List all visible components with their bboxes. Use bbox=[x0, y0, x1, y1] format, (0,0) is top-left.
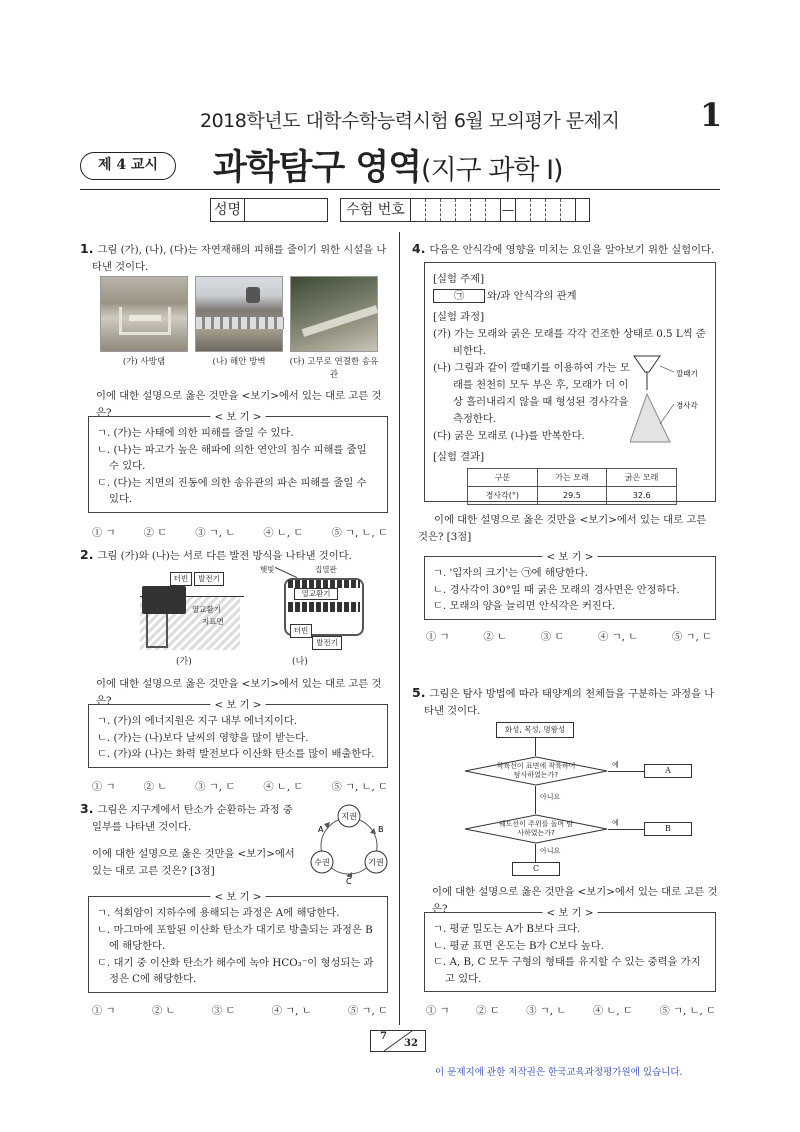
photo-seawall bbox=[195, 276, 283, 352]
q2-choice-3[interactable]: ③ ㄱ, ㄷ bbox=[195, 781, 236, 793]
atmosphere-label: 기권 bbox=[368, 858, 384, 867]
q2-item-1: ㄱ. (가)의 에너지원은 지구 내부 에너지이다. bbox=[97, 715, 298, 727]
q1-item-3: ㄷ. (다)는 지면의 진동에 의한 송유관의 파손 피해를 줄일 수 있다. bbox=[97, 476, 367, 505]
q1-choice-4[interactable]: ④ ㄴ, ㄷ bbox=[263, 527, 304, 539]
q5-choice-5[interactable]: ⑤ ㄱ, ㄴ, ㄷ bbox=[659, 1005, 716, 1017]
funnel-label: 깔때기 bbox=[676, 369, 698, 378]
question-1 bbox=[80, 240, 390, 276]
q3-carbon-cycle-diagram bbox=[302, 800, 396, 886]
q3-choice-2[interactable]: ② ㄴ bbox=[151, 1005, 176, 1017]
caption-b: (나) 해안 방벽 bbox=[212, 357, 266, 367]
q2-choice-1[interactable]: ① ㄱ bbox=[92, 781, 116, 793]
geosphere-label: 지권 bbox=[341, 812, 357, 821]
q5-item-1: ㄱ. 평균 밀도는 A가 B보다 크다. bbox=[433, 923, 581, 935]
table-header: 굵은 모래 bbox=[607, 469, 677, 487]
q3-bogi-title: < 보 기 > bbox=[211, 889, 266, 906]
turbine-label: 터빈 bbox=[170, 572, 192, 586]
flow-line bbox=[535, 738, 536, 756]
q2-choice-2[interactable]: ② ㄴ bbox=[143, 781, 168, 793]
flow-line bbox=[535, 844, 536, 862]
flow-result-c: C bbox=[512, 862, 560, 876]
q3-bogi-box bbox=[88, 891, 388, 993]
flow-start-box: 화성, 목성, 명왕성 bbox=[496, 722, 574, 738]
copyright-notice: 이 문제지에 관한 저작권은 한국교육과정평가원에 있습니다. bbox=[435, 1067, 683, 1078]
q1-choice-5[interactable]: ⑤ ㄱ, ㄴ, ㄷ bbox=[331, 527, 388, 539]
q4-bogi-title: < 보 기 > bbox=[543, 549, 598, 566]
surface-label: 지표면 bbox=[202, 617, 224, 626]
q2-text: 그림 (가)와 (나)는 서로 다른 발전 방식을 나타낸 것이다. bbox=[97, 550, 352, 562]
q2-choice-5[interactable]: ⑤ ㄱ, ㄴ, ㄷ bbox=[331, 781, 388, 793]
q5-choice-2[interactable]: ② ㄷ bbox=[476, 1005, 500, 1017]
slope-label: 경사각 bbox=[676, 401, 698, 410]
q3-choice-3[interactable]: ③ ㄷ bbox=[211, 1005, 236, 1017]
turbine2-label: 터빈 bbox=[290, 624, 312, 638]
q2-diagram-geothermal bbox=[140, 566, 248, 650]
flow-question-1: 착륙선이 표면에 착륙하여 탐사하였는가? bbox=[496, 762, 576, 779]
subject-main: 과학탐구 영역 bbox=[213, 148, 422, 188]
sun-ray bbox=[275, 567, 297, 578]
q3-number: 3. bbox=[80, 801, 94, 816]
q4-result-label: [실험 결과] bbox=[433, 451, 485, 463]
name-field[interactable] bbox=[210, 198, 328, 222]
name-label: 성명 bbox=[211, 199, 245, 221]
q5-choice-3[interactable]: ③ ㄱ, ㄴ bbox=[526, 1005, 567, 1017]
q3-choice-4[interactable]: ④ ㄱ, ㄴ bbox=[271, 1005, 312, 1017]
funnel-icon bbox=[634, 356, 660, 372]
exam-digit[interactable] bbox=[516, 199, 531, 221]
q2-item-2: ㄴ. (가)는 (나)보다 날씨의 영향을 많이 받는다. bbox=[97, 731, 309, 744]
q3-answers bbox=[92, 1002, 388, 1017]
question-5 bbox=[412, 684, 722, 720]
power-plant-icon bbox=[142, 586, 186, 614]
flow-line bbox=[535, 786, 536, 814]
period-badge: 제 4 교시 bbox=[80, 152, 176, 180]
q1-choice-1[interactable]: ① ㄱ bbox=[92, 527, 116, 539]
page-total: 32 bbox=[404, 1038, 418, 1049]
q4-funnel-diagram bbox=[630, 354, 710, 444]
q4-item-1: ㄱ. '입자의 크기'는 ㉠에 해당한다. bbox=[433, 567, 588, 579]
exam-digit[interactable] bbox=[456, 199, 471, 221]
q1-text: 그림 (가), (나), (다)는 자연재해의 피해를 줄이기 위한 시설을 나타낸 것이다. bbox=[92, 244, 387, 273]
q4-choice-2[interactable]: ② ㄴ bbox=[483, 631, 507, 643]
heat-exchanger-label: 열교환기 bbox=[294, 588, 338, 600]
q5-item-3: ㄷ. A, B, C 모두 구형의 형태를 유지할 수 있는 중력을 가지고 있다. bbox=[433, 956, 701, 985]
photo-pipeline bbox=[290, 276, 378, 352]
q4-prompt: 이에 대한 설명으로 옳은 것만을 <보기>에서 있는 대로 고른 것은? [3점] bbox=[418, 514, 707, 543]
q1-answers bbox=[92, 524, 388, 539]
flow-no-1: 아니요 bbox=[540, 793, 561, 801]
q3-choice-1[interactable]: ① ㄱ bbox=[92, 1005, 116, 1017]
funnel-leader bbox=[660, 366, 674, 372]
subject-title bbox=[213, 140, 563, 190]
flow-yes-2: 예 bbox=[612, 819, 619, 827]
table-row-label: 경사각(°) bbox=[468, 487, 538, 505]
caption-a: (가) 사방댐 bbox=[122, 357, 166, 367]
exam-digit[interactable] bbox=[426, 199, 441, 221]
flow-line bbox=[608, 829, 644, 830]
label-b: B bbox=[378, 825, 384, 834]
q4-choice-4[interactable]: ④ ㄱ, ㄴ bbox=[598, 631, 639, 643]
table-cell: 29.5 bbox=[537, 487, 607, 505]
q2-choice-4[interactable]: ④ ㄴ, ㄷ bbox=[263, 781, 304, 793]
q4-step-2: (나) 그림과 같이 깔때기를 이용하여 가는 모래를 천천히 모두 부은 후, 모래가 더 이상 흘러내리지 않을 때 형성된 경사각을 측정한다. bbox=[433, 362, 630, 425]
q1-choice-2[interactable]: ② ㄷ bbox=[143, 527, 168, 539]
flow-result-b: B bbox=[644, 822, 692, 836]
q2-answers bbox=[92, 778, 388, 793]
table-header: 구분 bbox=[468, 469, 538, 487]
exam-title: 2018학년도 대학수학능력시험 6월 모의평가 문제지 bbox=[200, 110, 620, 132]
exam-digit[interactable] bbox=[411, 199, 426, 221]
header-rule bbox=[80, 189, 720, 190]
q3-text: 그림은 지구계에서 탄소가 순환하는 과정 중 일부를 나타낸 것이다. bbox=[92, 804, 293, 833]
q1-choice-3[interactable]: ③ ㄱ, ㄴ bbox=[195, 527, 236, 539]
q5-bogi-box bbox=[424, 907, 716, 992]
q4-text: 다음은 안식각에 영향을 미치는 요인을 알아보기 위한 실험이다. bbox=[429, 244, 715, 256]
flow-result-a: A bbox=[644, 764, 692, 778]
q3-item-3: ㄷ. 대기 중 이산화 탄소가 해수에 녹아 HCO₃⁻이 형성되는 과정은 C에 해당한다. bbox=[97, 956, 374, 985]
q2-item-3: ㄷ. (가)와 (나)는 화력 발전보다 이산화 탄소를 많이 배출한다. bbox=[97, 748, 375, 760]
question-2 bbox=[80, 546, 390, 565]
q4-choice-1[interactable]: ① ㄱ bbox=[426, 631, 450, 643]
collector-panel bbox=[288, 580, 360, 588]
q1-bogi-box bbox=[88, 411, 388, 513]
q4-topic-line bbox=[433, 288, 707, 305]
table-cell: 32.6 bbox=[607, 487, 677, 505]
q1-number: 1. bbox=[80, 241, 94, 256]
q5-text: 그림은 탐사 방법에 따라 태양계의 천체들을 구분하는 과정을 나타낸 것이다. bbox=[424, 688, 715, 717]
q5-flowchart bbox=[460, 722, 710, 884]
q5-prompt: 이에 대한 설명으로 옳은 것만을 <보기>에서 있는 대로 고른 것은? bbox=[432, 886, 718, 915]
generator-label: 발전기 bbox=[194, 572, 224, 586]
label-a: A bbox=[318, 825, 324, 834]
q5-choice-1[interactable]: ① ㄱ bbox=[426, 1005, 450, 1017]
q4-result-table bbox=[467, 468, 677, 505]
q4-item-3: ㄷ. 모래의 양을 늘리면 안식각은 커진다. bbox=[433, 600, 616, 612]
q4-choice-3[interactable]: ③ ㄷ bbox=[540, 631, 565, 643]
flow-no-2: 아니요 bbox=[540, 847, 561, 855]
exam-dash: — bbox=[501, 199, 516, 221]
q5-answers bbox=[426, 1002, 716, 1017]
flow-question-2: 궤도선이 주위를 돌며 탐사하였는가? bbox=[498, 820, 574, 837]
storage-tank bbox=[288, 602, 360, 612]
exam-digit[interactable] bbox=[471, 199, 486, 221]
flow-line bbox=[608, 771, 644, 772]
q5-item-2: ㄴ. 평균 표면 온도는 B가 C보다 높다. bbox=[433, 939, 604, 952]
q2-prompt: 이에 대한 설명으로 옳은 것만을 <보기>에서 있는 대로 고른 것은? bbox=[96, 678, 382, 707]
q2-caption-b: (나) bbox=[292, 657, 308, 667]
page-indicator bbox=[370, 1030, 426, 1052]
exam-digit[interactable] bbox=[531, 199, 546, 221]
q2-bogi-title: < 보 기 > bbox=[211, 697, 266, 714]
exam-digit[interactable] bbox=[486, 199, 501, 221]
q4-choice-5[interactable]: ⑤ ㄱ, ㄷ bbox=[671, 631, 712, 643]
q3-item-2: ㄴ. 마그마에 포함된 이산화 탄소가 대기로 방출되는 과정은 B에 해당한다. bbox=[97, 923, 373, 952]
q5-number: 5. bbox=[412, 685, 426, 700]
exam-digit[interactable] bbox=[561, 199, 576, 221]
q4-item-2: ㄴ. 경사각이 30°일 때 굵은 모래의 경사면은 안정하다. bbox=[433, 583, 680, 596]
question-4 bbox=[412, 240, 722, 259]
ground-heat-exchanger-label: 열교환기 bbox=[192, 605, 221, 614]
slope-leader bbox=[660, 404, 674, 424]
caption-c: (다) 고무로 연결한 송유관 bbox=[289, 357, 379, 380]
q2-caption-a: (가) bbox=[176, 657, 192, 667]
q2-bogi-box bbox=[88, 699, 388, 768]
q5-bogi-title: < 보 기 > bbox=[543, 905, 598, 922]
column-divider bbox=[399, 232, 400, 1025]
q2-diagram-solar bbox=[260, 564, 380, 654]
q1-bogi-title: < 보 기 > bbox=[211, 409, 266, 426]
q4-step-3: (다) 굵은 모래로 (나)를 반복한다. bbox=[433, 430, 585, 442]
q4-step-1: (가) 가는 모래와 굵은 모래를 각각 건조한 상태로 0.5 L씩 준비한다. bbox=[433, 328, 706, 357]
question-3 bbox=[80, 800, 300, 880]
flow-yes-1: 예 bbox=[612, 761, 619, 769]
q4-process-label: [실험 과정] bbox=[433, 311, 485, 323]
q4-topic-blank: ㉠ bbox=[433, 289, 485, 303]
exam-number-field[interactable] bbox=[340, 198, 590, 222]
photo-sabang-dam bbox=[100, 276, 188, 352]
q4-bogi-box bbox=[424, 551, 716, 620]
generator2-label: 발전기 bbox=[312, 636, 342, 650]
table-header: 가는 모래 bbox=[537, 469, 607, 487]
q1-item-1: ㄱ. (가)는 사태에 의한 피해를 줄일 수 있다. bbox=[97, 427, 294, 439]
subject-sub: (지구 과학 Ⅰ) bbox=[421, 155, 563, 186]
q3-choice-5[interactable]: ⑤ ㄱ, ㄷ bbox=[347, 1005, 388, 1017]
q4-topic-label: [실험 주제] bbox=[433, 273, 485, 285]
q5-choice-4[interactable]: ④ ㄴ, ㄷ bbox=[592, 1005, 633, 1017]
q3-item-1: ㄱ. 석회암이 지하수에 용해되는 과정은 A에 해당한다. bbox=[97, 907, 340, 919]
exam-digit[interactable] bbox=[546, 199, 561, 221]
q3-prompt: 이에 대한 설명으로 옳은 것만을 <보기>에서 있는 대로 고른 것은? [3점] bbox=[92, 848, 295, 877]
q1-prompt: 이에 대한 설명으로 옳은 것만을 <보기>에서 있는 대로 고른 것은? bbox=[96, 390, 382, 419]
q1-item-2: ㄴ. (나)는 파고가 높은 해파에 의한 연안의 침수 피해를 줄일 수 있다. bbox=[97, 443, 367, 472]
page-current: 7 bbox=[380, 1031, 387, 1042]
page-number: 1 bbox=[700, 96, 723, 134]
q4-number: 4. bbox=[412, 241, 426, 256]
label-c: C bbox=[346, 877, 352, 886]
sunlight-label: 햇빛 bbox=[260, 565, 275, 574]
collector-label: 집열판 bbox=[315, 565, 337, 574]
hydrosphere-label: 수권 bbox=[314, 858, 330, 867]
exam-digit[interactable] bbox=[441, 199, 456, 221]
q4-topic-rest: 와/과 안식각의 관계 bbox=[487, 290, 577, 302]
q2-number: 2. bbox=[80, 547, 94, 562]
q4-answers bbox=[426, 628, 712, 643]
exam-number-label: 수험 번호 bbox=[341, 199, 411, 221]
